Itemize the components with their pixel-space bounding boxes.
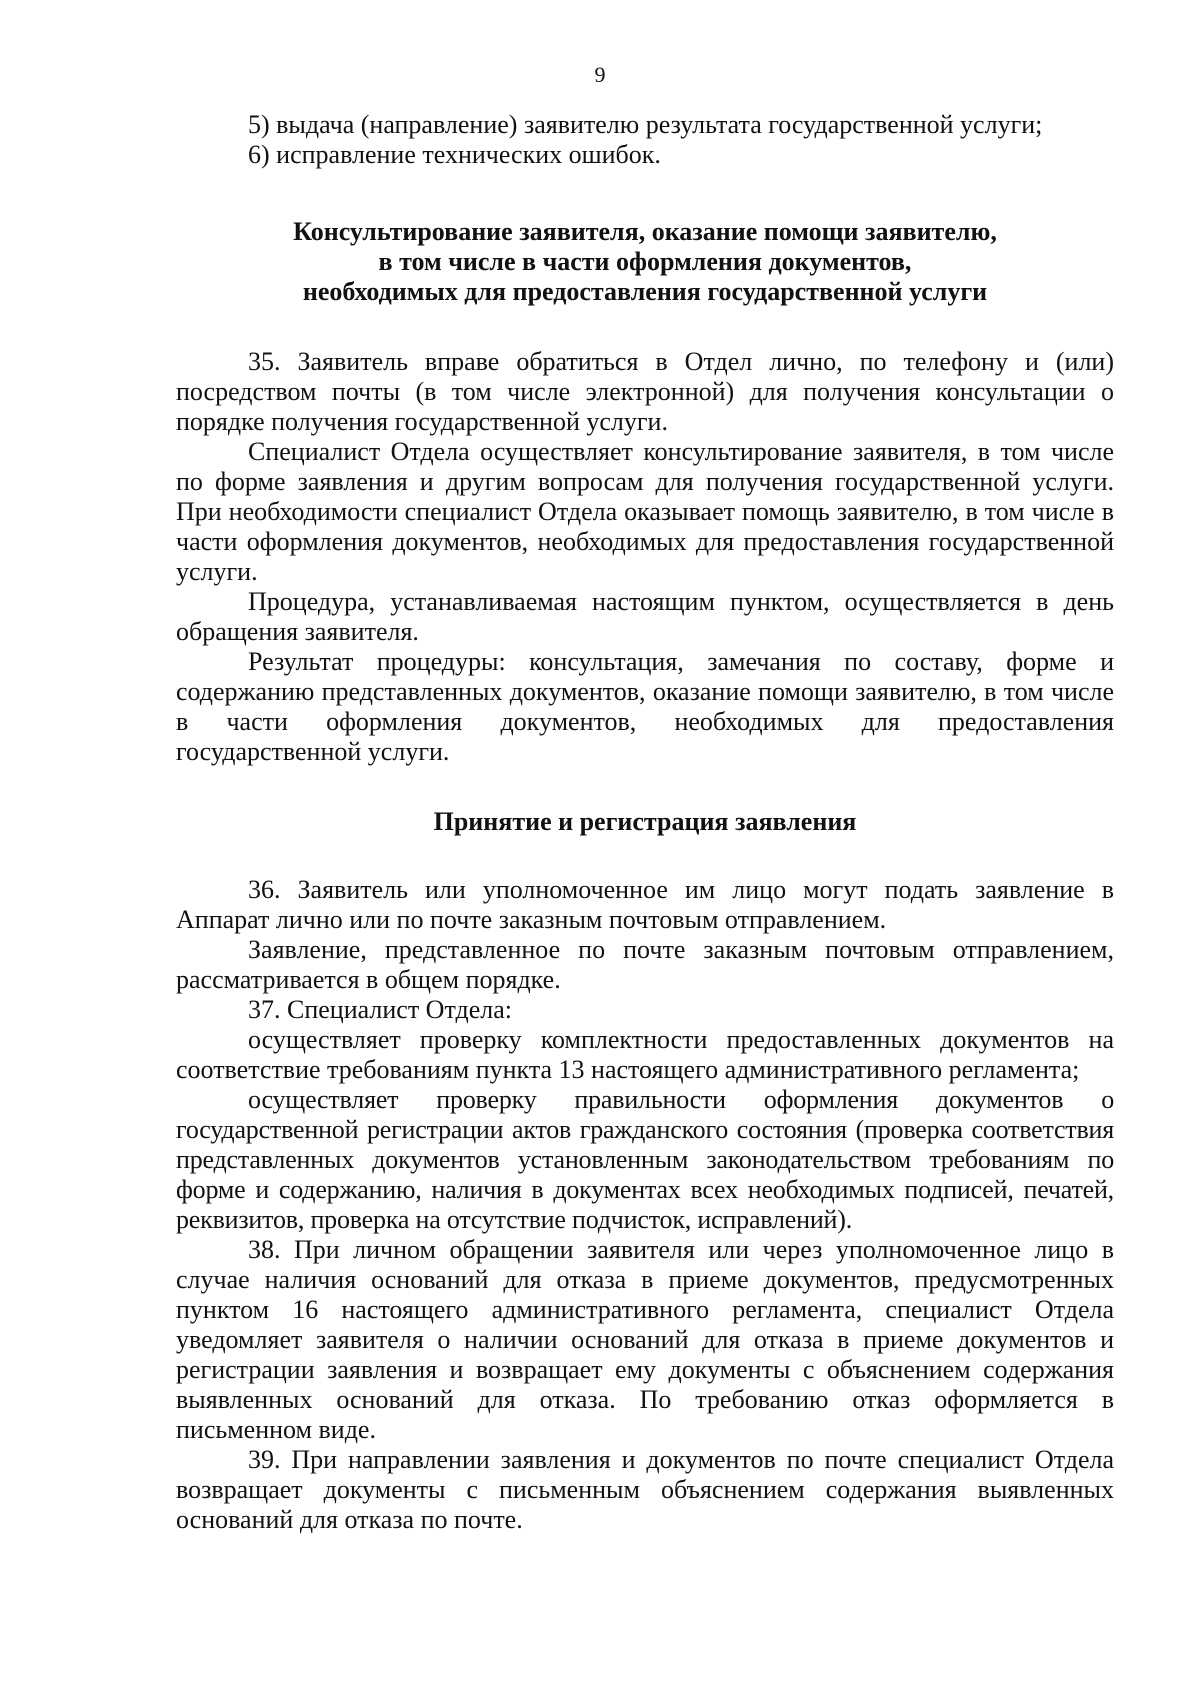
paragraph-37: 37. Специалист Отдела: bbox=[248, 995, 512, 1024]
paragraph-procedure-timing: Процедура, устанавливаемая настоящим пунктом, осуществляется в день обращения заявителя. bbox=[176, 587, 1114, 646]
paragraph-specialist-consulting: Специалист Отдела осуществляет консультирование заявителя, в том числе по форме заявления и другим вопросам для получения государственной услуги. При необходимости специалист Отдела оказывает помощь заявителю, в том числе в части оформления документов, необходимых для предоставления государственной услуги. bbox=[176, 437, 1114, 586]
heading-line: в том числе в части оформления документов, bbox=[378, 247, 912, 276]
paragraph-procedure-result: Результат процедуры: консультация, замечания по составу, форме и содержанию представленных документов, оказание помощи заявителю, в том числе в части оформления документов, необходимых для предоставления государственной услуги. bbox=[176, 647, 1114, 766]
document-body bbox=[176, 110, 1114, 1535]
heading-line: Консультирование заявителя, оказание помощи заявителю, bbox=[293, 217, 997, 246]
paragraph-correctness-check: осуществляет проверку правильности оформления документов о государственной регистрации актов гражданского состояния (проверка соответствия представленных документов установленным законодательством требованиям по форме и содержанию, наличия в документах всех необходимых подписей, печатей, реквизитов, проверка на отсутствие подчисток, исправлений). bbox=[176, 1085, 1114, 1234]
paragraph-mail-application: Заявление, представленное по почте заказным почтовым отправлением, рассматривается в общем порядке. bbox=[176, 935, 1114, 994]
section-heading-registration: Принятие и регистрация заявления bbox=[433, 807, 857, 836]
page-number: 9 bbox=[594, 62, 606, 87]
section-heading-consultation bbox=[176, 217, 1114, 307]
paragraph-39: 39. При направлении заявления и документов по почте специалист Отдела возвращает документы с письменным объяснением содержания выявленных оснований для отказа по почте. bbox=[176, 1445, 1114, 1534]
heading-line: необходимых для предоставления государственной услуги bbox=[302, 277, 988, 306]
paragraph-38: 38. При личном обращении заявителя или через уполномоченное лицо в случае наличия оснований для отказа в приеме документов, предусмотренных пунктом 16 настоящего административного регламента, специалист Отдела уведомляет заявителя о наличии оснований для отказа в приеме документов и регистрации заявления и возвращает ему документы с объяснением содержания выявленных оснований для отказа. По требованию отказ оформляется в письменном виде. bbox=[176, 1235, 1114, 1444]
paragraph-35: 35. Заявитель вправе обратиться в Отдел лично, по телефону и (или) посредством почты (в том числе электронной) для получения консультации о порядке получения государственной услуги. bbox=[176, 347, 1114, 436]
paragraph-completeness-check: осуществляет проверку комплектности предоставленных документов на соответствие требованиям пункта 13 настоящего административного регламента; bbox=[176, 1025, 1114, 1084]
list-item-5: 5) выдача (направление) заявителю результата государственной услуги; bbox=[248, 110, 1043, 139]
paragraph-36: 36. Заявитель или уполномоченное им лицо могут подать заявление в Аппарат лично или по почте заказным почтовым отправлением. bbox=[176, 875, 1114, 934]
list-item-6: 6) исправление технических ошибок. bbox=[248, 140, 661, 169]
